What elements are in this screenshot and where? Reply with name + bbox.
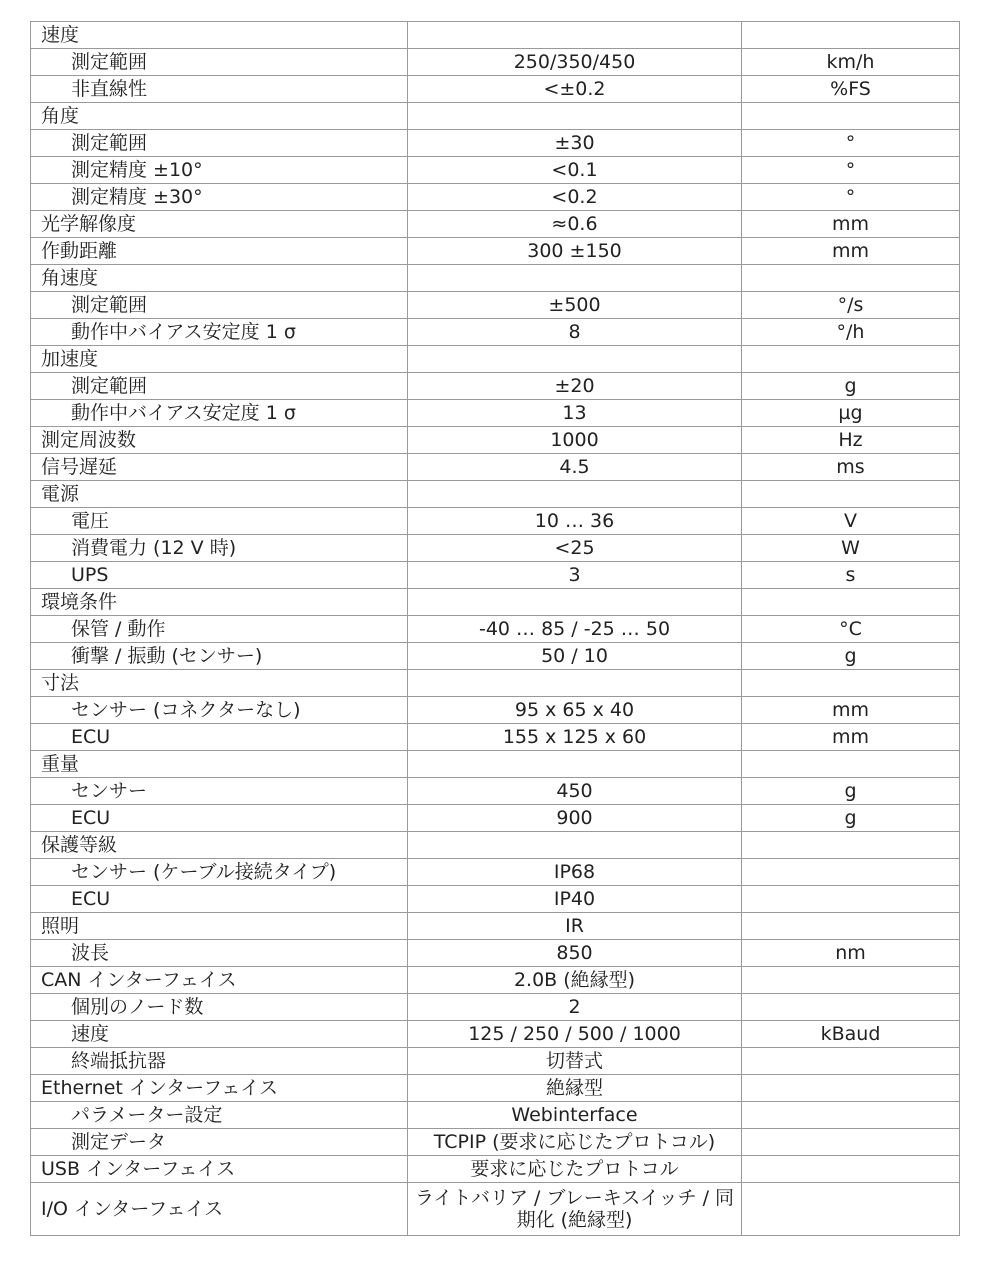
spec-value: 850: [408, 940, 742, 967]
spec-value: TCPIP (要求に応じたプロトコル): [408, 1129, 742, 1156]
spec-value: [408, 751, 742, 778]
spec-value: ライトバリア / ブレーキスイッチ / 同期化 (絶縁型): [408, 1183, 742, 1236]
spec-label: 速度: [31, 22, 408, 49]
spec-label: Ethernet インターフェイス: [31, 1075, 408, 1102]
spec-label: I/O インターフェイス: [31, 1183, 408, 1236]
spec-label: パラメーター設定: [31, 1102, 408, 1129]
spec-label: 衝撃 / 振動 (センサー): [31, 643, 408, 670]
spec-value: IR: [408, 913, 742, 940]
spec-row: [31, 1048, 960, 1075]
spec-row: [31, 373, 960, 400]
spec-row: [31, 886, 960, 913]
spec-value: 2.0B (絶縁型): [408, 967, 742, 994]
spec-table-body: [31, 22, 960, 1236]
spec-unit: ms: [742, 454, 960, 481]
spec-unit: kBaud: [742, 1021, 960, 1048]
spec-row: [31, 1129, 960, 1156]
spec-unit: [742, 346, 960, 373]
spec-value: 2: [408, 994, 742, 1021]
spec-unit: °/h: [742, 319, 960, 346]
spec-row: [31, 994, 960, 1021]
spec-unit: [742, 103, 960, 130]
spec-label: センサー: [31, 778, 408, 805]
spec-unit: °/s: [742, 292, 960, 319]
spec-label: 測定データ: [31, 1129, 408, 1156]
spec-row: [31, 508, 960, 535]
spec-label: 波長: [31, 940, 408, 967]
spec-label: センサー (コネクターなし): [31, 697, 408, 724]
spec-row: [31, 292, 960, 319]
spec-value: ±500: [408, 292, 742, 319]
spec-value: 95 x 65 x 40: [408, 697, 742, 724]
spec-label: 作動距離: [31, 238, 408, 265]
spec-row: [31, 481, 960, 508]
spec-row: [31, 589, 960, 616]
spec-value: ≈0.6: [408, 211, 742, 238]
spec-unit: [742, 481, 960, 508]
spec-label: 測定周波数: [31, 427, 408, 454]
spec-unit: [742, 751, 960, 778]
spec-label: 個別のノード数: [31, 994, 408, 1021]
spec-value: 250/350/450: [408, 49, 742, 76]
spec-row: [31, 103, 960, 130]
spec-row: [31, 49, 960, 76]
spec-label: 速度: [31, 1021, 408, 1048]
spec-value: 300 ±150: [408, 238, 742, 265]
spec-row: [31, 427, 960, 454]
spec-value: 450: [408, 778, 742, 805]
spec-value: 10 … 36: [408, 508, 742, 535]
spec-value: IP40: [408, 886, 742, 913]
spec-row: [31, 697, 960, 724]
spec-label: センサー (ケーブル接続タイプ): [31, 859, 408, 886]
spec-value: [408, 481, 742, 508]
spec-unit: W: [742, 535, 960, 562]
spec-label: 測定範囲: [31, 292, 408, 319]
spec-unit: Hz: [742, 427, 960, 454]
spec-unit: [742, 913, 960, 940]
spec-value: 要求に応じたプロトコル: [408, 1156, 742, 1183]
spec-row: [31, 616, 960, 643]
spec-row: [31, 832, 960, 859]
spec-label: 環境条件: [31, 589, 408, 616]
spec-unit: [742, 1048, 960, 1075]
spec-unit: g: [742, 373, 960, 400]
spec-unit: [742, 1183, 960, 1236]
spec-row: [31, 1021, 960, 1048]
spec-row: [31, 562, 960, 589]
spec-row: [31, 454, 960, 481]
spec-value: <0.1: [408, 157, 742, 184]
spec-unit: g: [742, 643, 960, 670]
spec-row: [31, 1156, 960, 1183]
spec-value: <0.2: [408, 184, 742, 211]
spec-label: 測定範囲: [31, 130, 408, 157]
spec-row: [31, 643, 960, 670]
spec-row: [31, 346, 960, 373]
spec-unit: s: [742, 562, 960, 589]
spec-unit: °: [742, 184, 960, 211]
spec-value: 50 / 10: [408, 643, 742, 670]
spec-unit: [742, 994, 960, 1021]
spec-value: [408, 589, 742, 616]
spec-unit: µg: [742, 400, 960, 427]
spec-value: 絶縁型: [408, 1075, 742, 1102]
spec-unit: [742, 670, 960, 697]
spec-label: CAN インターフェイス: [31, 967, 408, 994]
spec-value: IP68: [408, 859, 742, 886]
spec-label: ECU: [31, 805, 408, 832]
spec-value: 13: [408, 400, 742, 427]
spec-row: [31, 778, 960, 805]
spec-value: 8: [408, 319, 742, 346]
spec-label: 寸法: [31, 670, 408, 697]
spec-unit: [742, 1075, 960, 1102]
spec-row: [31, 967, 960, 994]
spec-label: 重量: [31, 751, 408, 778]
spec-value: <±0.2: [408, 76, 742, 103]
spec-unit: %FS: [742, 76, 960, 103]
spec-label: 終端抵抗器: [31, 1048, 408, 1075]
spec-value: 1000: [408, 427, 742, 454]
spec-label: 角度: [31, 103, 408, 130]
spec-row: [31, 535, 960, 562]
spec-value: ±20: [408, 373, 742, 400]
spec-value: [408, 670, 742, 697]
spec-row: [31, 130, 960, 157]
spec-unit: [742, 22, 960, 49]
spec-label: ECU: [31, 886, 408, 913]
spec-row: [31, 805, 960, 832]
spec-label: UPS: [31, 562, 408, 589]
spec-unit: [742, 1102, 960, 1129]
spec-unit: [742, 1156, 960, 1183]
spec-value: [408, 265, 742, 292]
spec-row: [31, 211, 960, 238]
spec-label: 非直線性: [31, 76, 408, 103]
spec-label: 光学解像度: [31, 211, 408, 238]
spec-unit: [742, 589, 960, 616]
spec-label: 測定精度 ±30°: [31, 184, 408, 211]
spec-label: USB インターフェイス: [31, 1156, 408, 1183]
spec-value: 切替式: [408, 1048, 742, 1075]
spec-row: [31, 400, 960, 427]
spec-value: [408, 103, 742, 130]
spec-value: [408, 22, 742, 49]
spec-unit: [742, 832, 960, 859]
spec-label: 保管 / 動作: [31, 616, 408, 643]
spec-unit: g: [742, 778, 960, 805]
spec-row: [31, 751, 960, 778]
spec-row: [31, 157, 960, 184]
spec-value: Webinterface: [408, 1102, 742, 1129]
spec-unit: °C: [742, 616, 960, 643]
spec-unit: mm: [742, 724, 960, 751]
spec-value: 4.5: [408, 454, 742, 481]
spec-value: 155 x 125 x 60: [408, 724, 742, 751]
spec-label: 保護等級: [31, 832, 408, 859]
spec-label: 動作中バイアス安定度 1 σ: [31, 400, 408, 427]
spec-row: [31, 238, 960, 265]
spec-label: 電圧: [31, 508, 408, 535]
spec-unit: V: [742, 508, 960, 535]
spec-label: 測定範囲: [31, 49, 408, 76]
spec-value: 900: [408, 805, 742, 832]
spec-label: ECU: [31, 724, 408, 751]
spec-label: 動作中バイアス安定度 1 σ: [31, 319, 408, 346]
spec-value: -40 … 85 / -25 … 50: [408, 616, 742, 643]
spec-value: <25: [408, 535, 742, 562]
spec-row: [31, 724, 960, 751]
spec-label: 消費電力 (12 V 時): [31, 535, 408, 562]
spec-unit: [742, 1129, 960, 1156]
spec-value: 3: [408, 562, 742, 589]
spec-unit: [742, 265, 960, 292]
spec-value: 125 / 250 / 500 / 1000: [408, 1021, 742, 1048]
spec-label: 照明: [31, 913, 408, 940]
spec-unit: [742, 967, 960, 994]
spec-value: [408, 832, 742, 859]
spec-row: [31, 22, 960, 49]
spec-label: 加速度: [31, 346, 408, 373]
spec-unit: mm: [742, 238, 960, 265]
spec-row: [31, 184, 960, 211]
spec-row: [31, 670, 960, 697]
spec-unit: °: [742, 157, 960, 184]
spec-row: [31, 1183, 960, 1236]
spec-row: [31, 76, 960, 103]
spec-row: [31, 859, 960, 886]
spec-row: [31, 1102, 960, 1129]
spec-label: 角速度: [31, 265, 408, 292]
spec-row: [31, 1075, 960, 1102]
spec-unit: [742, 886, 960, 913]
spec-unit: mm: [742, 697, 960, 724]
spec-label: 電源: [31, 481, 408, 508]
spec-row: [31, 940, 960, 967]
spec-unit: mm: [742, 211, 960, 238]
spec-unit: °: [742, 130, 960, 157]
spec-row: [31, 319, 960, 346]
spec-unit: nm: [742, 940, 960, 967]
spec-label: 測定範囲: [31, 373, 408, 400]
spec-row: [31, 265, 960, 292]
spec-table: [30, 21, 960, 1236]
spec-label: 信号遅延: [31, 454, 408, 481]
spec-value: [408, 346, 742, 373]
spec-row: [31, 913, 960, 940]
spec-unit: g: [742, 805, 960, 832]
spec-unit: km/h: [742, 49, 960, 76]
spec-value: ±30: [408, 130, 742, 157]
spec-label: 測定精度 ±10°: [31, 157, 408, 184]
spec-unit: [742, 859, 960, 886]
